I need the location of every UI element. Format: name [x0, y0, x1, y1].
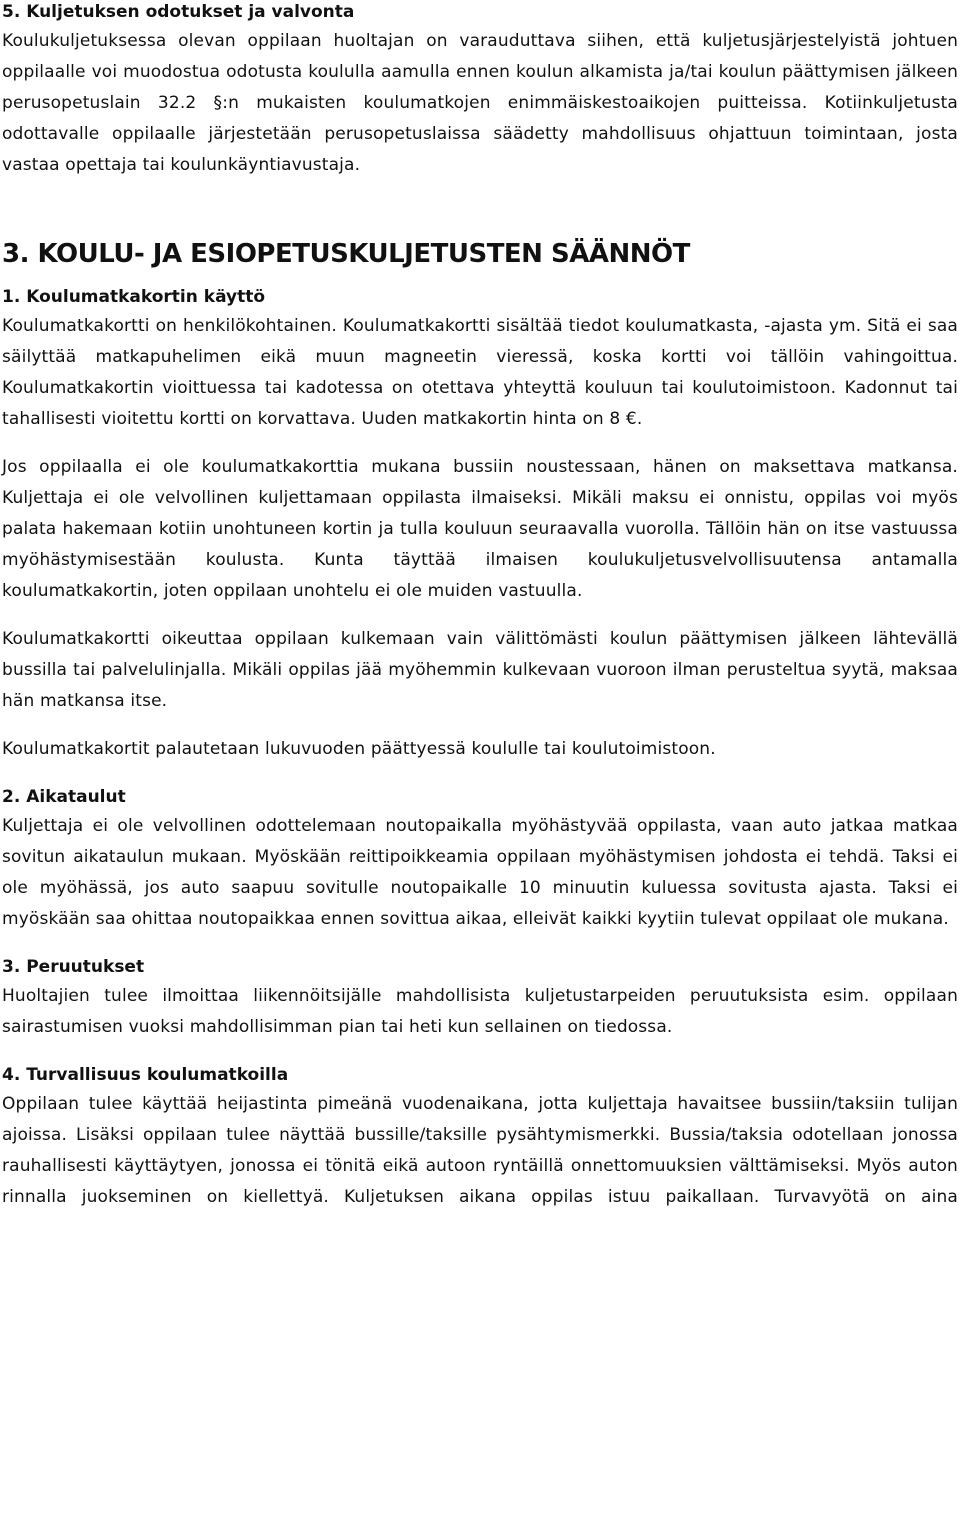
spacer: [2, 717, 958, 734]
spacer: [2, 271, 958, 285]
spacer: [2, 935, 958, 955]
spacer: [2, 435, 958, 452]
spacer: [2, 1043, 958, 1063]
section-heading-turvallisuus: 4. Turvallisuus koulumatkoilla: [2, 1065, 289, 1085]
paragraph-peruutukset: Huoltajien tulee ilmoittaa liikennöitsijälle mahdollisista kuljetustarpeiden peruutuksista esim. oppilaan sairastumisen vuoksi mahdollisimman pian tai heti kun sellainen on tiedossa.: [2, 986, 958, 1037]
paragraph-kuljetuksen-odotukset: Koulukuljetuksessa olevan oppilaan huoltajan on varauduttava siihen, että kuljetusjärjestelyistä johtuen oppilaalle voi muodostua odotusta koululla aamulla ennen koulun alkamista ja/tai koulun päättymisen jälkeen perusopetuslain 32.2 §:n mukaisten koulumatkojen enimmäiskestoaikojen puitteissa. Kotiinkuljetusta odottavalle oppilaalle järjestetään perusopetuslaissa säädetty mahdollisuus ohjattuun toimintaan, josta vastaa opettaja tai koulunkäyntiavustaja.: [2, 31, 958, 175]
major-heading-kuljetusten-saannot: 3. KOULU- JA ESIOPETUSKULJETUSTEN SÄÄNNÖT: [2, 239, 690, 269]
paragraph-aikataulut: Kuljettaja ei ole velvollinen odottelemaan noutopaikalla myöhästyvää oppilasta, vaan auto jatkaa matkaa sovitun aikataulun mukaan. Myöskään reittipoikkeamia oppilaan myöhästymisen johdosta ei tehdä. Taksi ei ole myöhässä, jos auto saapuu sovitulle noutopaikalle 10 minuutin kuluessa sovitusta ajasta. Taksi ei myöskään saa ohittaa noutopaikkaa ennen sovittua aikaa, elleivät kaikki kyytiin tulevat oppilaat ole mukana.: [2, 816, 958, 929]
section-heading-peruutukset: 3. Peruutukset: [2, 957, 145, 977]
paragraph-koulumatkakortti-4: Koulumatkakortit palautetaan lukuvuoden päättyessä koululle tai koulutoimistoon.: [2, 739, 716, 759]
paragraph-turvallisuus: Oppilaan tulee käyttää heijastinta pimeänä vuodenaikana, jotta kuljettaja havaitsee bussiin/taksiin tulijan ajoissa. Lisäksi oppilaan tulee näyttää bussille/taksille pysähtymismerkki. Bussia/taksia odotellaan jonossa rauhallisesti käyttäytyen, jonossa ei tönitä eikä autoon ryntäillä onnettomuuksien välttämiseksi. Myös auton rinnalla juokseminen on kiellettyä. Kuljetuksen aikana oppilas istuu paikallaan. Turvavyötä on aina: [2, 1094, 958, 1207]
section-heading-koulumatkakortin-kaytto: 1. Koulumatkakortin käyttö: [2, 287, 266, 307]
paragraph-koulumatkakortti-2: Jos oppilaalla ei ole koulumatkakorttia mukana bussiin noustessaan, hänen on maksettava matkansa. Kuljettaja ei ole velvollinen kuljettamaan oppilasta ilmaiseksi. Mikäli maksu ei onnistu, oppilas voi myös palata hakemaan kotiin unohtuneen kortin ja tulla kouluun seuraavalla vuorolla. Tällöin hän on itse vastuussa myöhästymisestään koulusta. Kunta täyttää ilmaisen koulukuljetusvelvollisuutensa antamalla koulumatkakortin, joten oppilaan unohtelu ei ole muiden vastuulla.: [2, 457, 958, 601]
paragraph-koulumatkakortti-3: Koulumatkakortti oikeuttaa oppilaan kulkemaan vain välittömästi koulun päättymisen jälkeen lähtevällä bussilla tai palvelulinjalla. Mikäli oppilas jää myöhemmin kulkevaan vuoroon ilman perusteltua syytä, maksaa hän matkansa itse.: [2, 629, 958, 711]
section-heading-kuljetuksen-odotukset: 5. Kuljetuksen odotukset ja valvonta: [2, 2, 355, 22]
spacer: [2, 607, 958, 624]
paragraph-koulumatkakortti-1: Koulumatkakortti on henkilökohtainen. Koulumatkakortti sisältää tiedot koulumatkasta, -ajasta ym. Sitä ei saa säilyttää matkapuhelimen eikä muun magneetin vieressä, koska kortti voi tällöin vahingoittua. Koulumatkakortin vioittuessa tai kadotessa on otettava yhteyttä kouluun tai koulutoimistoon. Kadonnut tai tahallisesti vioitettu kortti on korvattava. Uuden matkakortin hinta on 8 €.: [2, 316, 958, 429]
spacer: [2, 181, 958, 237]
spacer: [2, 765, 958, 785]
section-heading-aikataulut: 2. Aikataulut: [2, 787, 126, 807]
